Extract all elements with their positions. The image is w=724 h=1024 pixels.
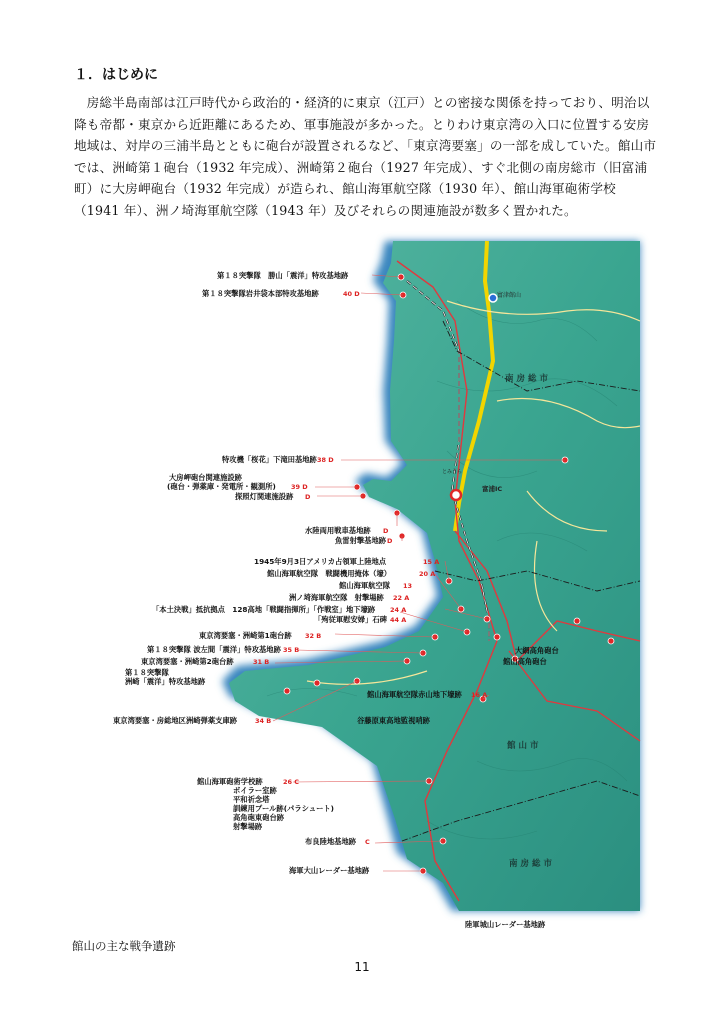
site-label: 谷藤原東高地監視哨跡: [357, 716, 430, 725]
site-label: 館山海軍砲術学校跡: [197, 777, 263, 786]
site-code: 40 D: [343, 290, 360, 298]
site-code: 20 A: [419, 570, 436, 578]
ic-marker-north: [489, 294, 497, 302]
site-label: 「本土決戦」抵抗拠点 128高地「戦闘指揮所」「作戦室」地下壕跡: [152, 605, 376, 614]
ic-marker-tomiura: [451, 490, 461, 500]
site-label: 陸軍城山レーダー基地跡: [465, 920, 546, 929]
map-caption: 館山の主な戦争遺跡: [72, 939, 176, 953]
site-label: 館山海軍航空隊 戦闘機用掩体（壕）: [267, 569, 392, 578]
site-code: 35 B: [283, 646, 300, 654]
site-code: 16 A: [471, 691, 488, 699]
site-label: 特攻機「桜花」下滝田基地跡: [222, 455, 317, 464]
intro-paragraph: [74, 92, 660, 221]
site-label: 海軍大山レーダー基地跡: [289, 866, 370, 875]
site-label: 第１８突撃隊 波左間「震洋」特攻基地跡: [147, 645, 281, 654]
site-label: 館山海軍航空隊: [339, 581, 391, 590]
site-code: 44 A: [390, 616, 407, 624]
site-label: 布良陸地基地跡: [305, 837, 357, 846]
site-label: 水陸両用戦車基地跡: [305, 526, 371, 535]
site-label: 探照灯関連施設跡: [235, 492, 294, 501]
label-tomiura: とみうら: [442, 469, 463, 475]
paragraph-text: 房総半島南部は江戸時代から政治的・経済的に東京（江戸）との密接な関係を持っており、明治以降も帝都・東京から近距離にあるため、軍事施設が多かった。とりわけ東京湾の入口に位置する安房地域は、対岸の三浦半島とともに砲台が設置されるなど、「東京湾要塞」の一部を成していた。館山市では、洲崎第１砲台（1932 年完成）、洲崎第２砲台（1927 年完成）、すぐ北側の南房総市（旧富浦町）に大房岬砲台（1932 年完成）が造られ、館山海軍航空隊（1930 年）、館山海軍砲術学校（1941 年）、洲ノ埼海軍航空隊（1943 年）及びそれらの関連施設が数多く置かれた。: [74, 95, 657, 218]
site-code: 22 A: [393, 594, 410, 602]
page-number: 11: [354, 960, 370, 974]
site-label: 訓練用プール跡(パラシュート): [233, 804, 335, 813]
place-minamiboso-south: 南房総市: [509, 859, 556, 869]
site-code: 15 A: [423, 558, 440, 566]
site-label: 大網高角砲台: [515, 646, 559, 655]
site-label: 館山海軍航空隊赤山地下壕跡: [367, 690, 462, 699]
site-code: 39 D: [291, 483, 308, 491]
site-label: ボイラー室跡: [233, 786, 277, 795]
place-minamiboso-north: 南房総市: [505, 374, 552, 384]
site-code: D: [387, 537, 393, 545]
site-code: 34 B: [255, 717, 272, 725]
site-label: 洲崎「震洋」特攻基地跡: [125, 677, 206, 686]
site-label: 館山高角砲台: [503, 657, 547, 666]
label-tomiura-ic: 富浦IC: [482, 485, 503, 493]
place-tateyama: 館山市: [507, 741, 542, 751]
site-label: 東京湾要塞・洲崎第1砲台跡: [199, 631, 292, 640]
site-label: 「殉従軍慰安婦」石碑: [314, 615, 387, 624]
site-label: 射撃場跡: [233, 822, 263, 831]
site-label: (砲台・弾薬庫・発電所・観測所): [167, 482, 276, 491]
site-code: D: [383, 527, 389, 535]
site-code: 38 D: [317, 456, 334, 464]
site-label: 大房岬砲台関連施設跡: [169, 473, 242, 482]
site-code: C: [365, 838, 370, 846]
site-label: 第１８突撃隊 勝山「震洋」特攻基地跡: [217, 271, 349, 280]
site-code: D: [305, 493, 311, 501]
site-code: 31 B: [253, 658, 270, 666]
site-label: 第１８突撃隊岩井袋本部特攻基地跡: [202, 289, 319, 298]
site-label: 東京湾要塞・洲崎第2砲台跡: [141, 657, 234, 666]
section-heading: １．はじめに: [74, 67, 158, 83]
war-sites-map: [113, 241, 640, 929]
label-tomisan-ic: 富津館山: [497, 292, 522, 299]
site-code: 32 B: [305, 632, 322, 640]
site-label: 魚雷射撃基地跡: [335, 536, 387, 545]
site-label: 第１８突撃隊: [125, 668, 169, 677]
site-label: 高角砲東砲台跡: [233, 813, 285, 822]
site-label: 平和祈念塔: [233, 795, 270, 804]
site-code: 24 A: [390, 606, 407, 614]
site-code: 26 C: [283, 778, 300, 786]
site-label: 1945年9月3日アメリカ占領軍上陸地点: [254, 557, 387, 566]
site-code: 13: [403, 582, 413, 590]
site-label: 東京湾要塞・房総地区洲崎弾薬支庫跡: [113, 716, 238, 725]
site-label: 洲ノ埼海軍航空隊 射撃場跡: [289, 593, 384, 602]
